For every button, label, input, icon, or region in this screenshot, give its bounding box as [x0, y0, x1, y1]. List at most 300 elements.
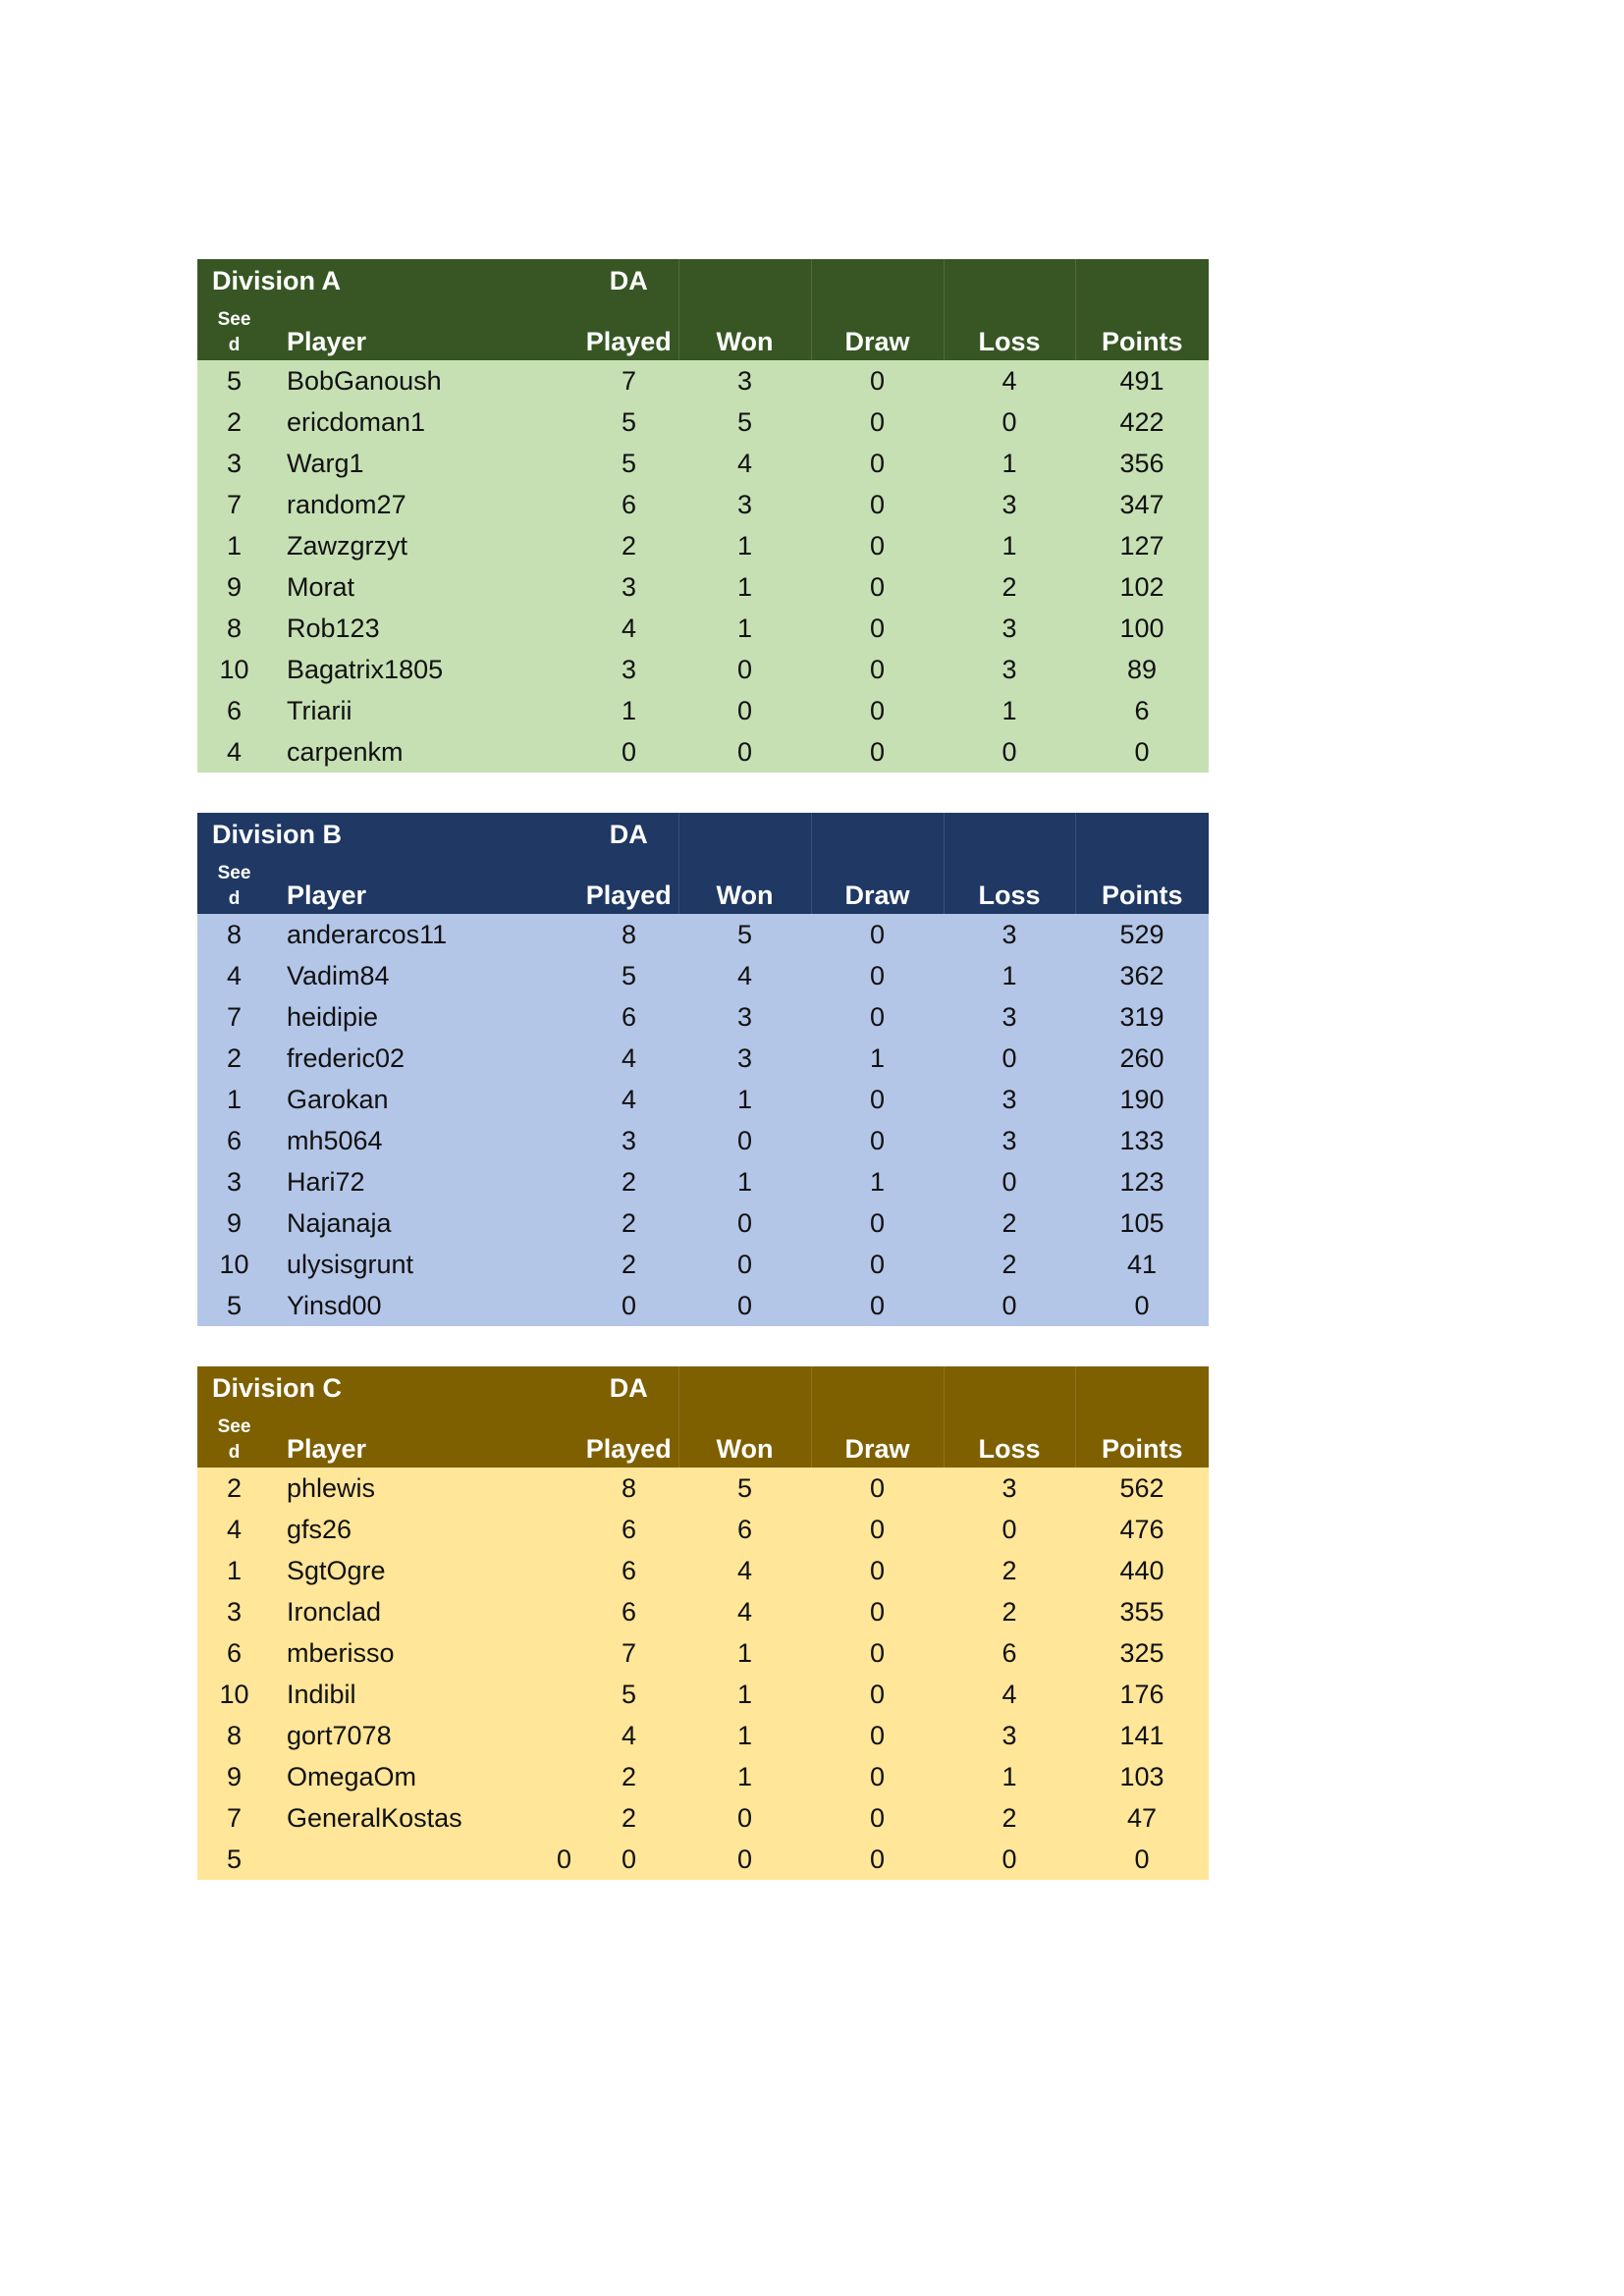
player-cell: anderarcos11 [271, 914, 487, 955]
draw-cell: 0 [811, 608, 944, 649]
played-header: Played [579, 303, 678, 360]
da-label: DA [579, 1366, 678, 1411]
table-row [197, 731, 1209, 773]
points-cell: 41 [1075, 1244, 1209, 1285]
loss-cell: 1 [944, 955, 1075, 996]
points-cell: 356 [1075, 443, 1209, 484]
loss-cell: 3 [944, 1468, 1075, 1509]
played-cell: 0 [579, 1285, 678, 1326]
player-cell: Ironclad [271, 1591, 487, 1632]
da-label: DA [579, 259, 678, 303]
seed-cell: 8 [197, 1715, 271, 1756]
loss-cell: 1 [944, 1756, 1075, 1797]
won-header: Won [678, 1411, 811, 1468]
player-cell: heidipie [271, 996, 487, 1038]
draw-cell: 0 [811, 566, 944, 608]
player-cell: Bagatrix1805 [271, 649, 487, 690]
points-cell: 440 [1075, 1550, 1209, 1591]
player-cell: Indibil [271, 1674, 487, 1715]
played-cell: 3 [579, 566, 678, 608]
played-cell: 6 [579, 1509, 678, 1550]
won-cell: 1 [678, 1079, 811, 1120]
won-header: Won [678, 303, 811, 360]
points-cell: 529 [1075, 914, 1209, 955]
loss-cell: 1 [944, 690, 1075, 731]
extra-cell [487, 1120, 579, 1161]
seed-cell: 3 [197, 1591, 271, 1632]
played-cell: 8 [579, 914, 678, 955]
points-header: Points [1075, 303, 1209, 360]
seed-header: See d [197, 857, 271, 914]
division-title: Division B [197, 813, 579, 857]
loss-cell: 0 [944, 731, 1075, 773]
points-cell: 141 [1075, 1715, 1209, 1756]
table-row [197, 401, 1209, 443]
loss-cell: 3 [944, 608, 1075, 649]
extra-cell [487, 1244, 579, 1285]
won-cell: 0 [678, 1839, 811, 1880]
extra-cell [487, 1715, 579, 1756]
extra-cell [487, 731, 579, 773]
extra-cell [487, 1797, 579, 1839]
division-title: Division C [197, 1366, 579, 1411]
seed-cell: 3 [197, 443, 271, 484]
seed-header: See d [197, 303, 271, 360]
table-row [197, 1632, 1209, 1674]
played-cell: 6 [579, 484, 678, 525]
draw-cell: 0 [811, 1509, 944, 1550]
points-cell: 0 [1075, 1285, 1209, 1326]
seed-header: See d [197, 1411, 271, 1468]
won-cell: 0 [678, 1120, 811, 1161]
player-cell: mberisso [271, 1632, 487, 1674]
won-cell: 4 [678, 1591, 811, 1632]
played-cell: 5 [579, 1674, 678, 1715]
extra-cell [487, 1038, 579, 1079]
extra-cell [487, 1285, 579, 1326]
extra-cell [487, 1468, 579, 1509]
player-cell [271, 1839, 487, 1880]
won-cell: 0 [678, 1244, 811, 1285]
seed-cell: 4 [197, 731, 271, 773]
points-cell: 355 [1075, 1591, 1209, 1632]
table-row [197, 443, 1209, 484]
played-cell: 2 [579, 1161, 678, 1202]
points-cell: 133 [1075, 1120, 1209, 1161]
seed-cell: 8 [197, 914, 271, 955]
won-cell: 3 [678, 1038, 811, 1079]
loss-cell: 3 [944, 1079, 1075, 1120]
table-row [197, 690, 1209, 731]
extra-cell [487, 360, 579, 401]
played-cell: 4 [579, 1715, 678, 1756]
played-cell: 2 [579, 1797, 678, 1839]
table-row [197, 1550, 1209, 1591]
loss-cell: 3 [944, 996, 1075, 1038]
seed-cell: 7 [197, 996, 271, 1038]
player-cell: Najanaja [271, 1202, 487, 1244]
player-cell: random27 [271, 484, 487, 525]
won-cell: 4 [678, 955, 811, 996]
won-cell: 3 [678, 484, 811, 525]
extra-cell [487, 1756, 579, 1797]
player-cell: ericdoman1 [271, 401, 487, 443]
draw-cell: 0 [811, 731, 944, 773]
won-cell: 0 [678, 731, 811, 773]
extra-cell [487, 484, 579, 525]
table-row [197, 360, 1209, 401]
player-cell: GeneralKostas [271, 1797, 487, 1839]
won-header: Won [678, 857, 811, 914]
loss-header: Loss [944, 857, 1075, 914]
draw-cell: 0 [811, 1120, 944, 1161]
loss-cell: 0 [944, 1509, 1075, 1550]
extra-cell [487, 608, 579, 649]
played-cell: 0 [579, 1839, 678, 1880]
seed-cell: 3 [197, 1161, 271, 1202]
division-c [197, 1366, 1209, 1880]
points-cell: 422 [1075, 401, 1209, 443]
won-cell: 3 [678, 996, 811, 1038]
won-cell: 0 [678, 649, 811, 690]
extra-cell [487, 1632, 579, 1674]
won-cell: 6 [678, 1509, 811, 1550]
player-cell: mh5064 [271, 1120, 487, 1161]
player-header: Player [271, 303, 487, 360]
draw-cell: 0 [811, 1468, 944, 1509]
loss-cell: 2 [944, 1797, 1075, 1839]
played-cell: 4 [579, 1079, 678, 1120]
played-cell: 2 [579, 525, 678, 566]
player-cell: Rob123 [271, 608, 487, 649]
points-cell: 347 [1075, 484, 1209, 525]
seed-cell: 2 [197, 1038, 271, 1079]
extra-cell [487, 1674, 579, 1715]
won-cell: 5 [678, 914, 811, 955]
points-cell: 103 [1075, 1756, 1209, 1797]
played-cell: 2 [579, 1202, 678, 1244]
extra-cell [487, 401, 579, 443]
points-cell: 127 [1075, 525, 1209, 566]
table-row [197, 996, 1209, 1038]
draw-cell: 0 [811, 1839, 944, 1880]
extra-cell [487, 914, 579, 955]
seed-cell: 1 [197, 1079, 271, 1120]
draw-cell: 0 [811, 484, 944, 525]
extra-cell [487, 690, 579, 731]
seed-cell: 6 [197, 690, 271, 731]
seed-cell: 7 [197, 484, 271, 525]
played-cell: 6 [579, 996, 678, 1038]
loss-cell: 0 [944, 1038, 1075, 1079]
won-cell: 0 [678, 690, 811, 731]
player-header: Player [271, 1411, 487, 1468]
loss-cell: 0 [944, 1839, 1075, 1880]
table-row [197, 1202, 1209, 1244]
player-cell: BobGanoush [271, 360, 487, 401]
draw-cell: 0 [811, 525, 944, 566]
loss-cell: 3 [944, 649, 1075, 690]
standings-table [197, 259, 1209, 773]
points-cell: 491 [1075, 360, 1209, 401]
seed-cell: 4 [197, 1509, 271, 1550]
draw-cell: 1 [811, 1161, 944, 1202]
player-cell: Warg1 [271, 443, 487, 484]
player-cell: Morat [271, 566, 487, 608]
draw-cell: 0 [811, 1632, 944, 1674]
player-cell: OmegaOm [271, 1756, 487, 1797]
played-cell: 4 [579, 1038, 678, 1079]
seed-cell: 5 [197, 1839, 271, 1880]
extra-cell [487, 1550, 579, 1591]
player-cell: phlewis [271, 1468, 487, 1509]
seed-cell: 9 [197, 1202, 271, 1244]
player-cell: Garokan [271, 1079, 487, 1120]
table-row [197, 1079, 1209, 1120]
points-header: Points [1075, 1411, 1209, 1468]
seed-cell: 10 [197, 1244, 271, 1285]
seed-cell: 2 [197, 401, 271, 443]
won-cell: 1 [678, 608, 811, 649]
loss-cell: 2 [944, 1202, 1075, 1244]
loss-header: Loss [944, 1411, 1075, 1468]
points-header: Points [1075, 857, 1209, 914]
seed-cell: 6 [197, 1632, 271, 1674]
draw-cell: 0 [811, 1550, 944, 1591]
draw-header: Draw [811, 857, 944, 914]
loss-cell: 0 [944, 401, 1075, 443]
draw-cell: 0 [811, 1797, 944, 1839]
draw-cell: 0 [811, 360, 944, 401]
table-row [197, 1839, 1209, 1880]
played-cell: 7 [579, 1632, 678, 1674]
table-row [197, 1715, 1209, 1756]
draw-cell: 0 [811, 1756, 944, 1797]
seed-cell: 8 [197, 608, 271, 649]
loss-cell: 3 [944, 484, 1075, 525]
loss-cell: 2 [944, 1244, 1075, 1285]
seed-cell: 9 [197, 1756, 271, 1797]
played-cell: 5 [579, 955, 678, 996]
extra-cell [487, 443, 579, 484]
table-row [197, 525, 1209, 566]
loss-cell: 4 [944, 1674, 1075, 1715]
standings-table [197, 813, 1209, 1326]
table-row [197, 1468, 1209, 1509]
table-row [197, 608, 1209, 649]
points-cell: 362 [1075, 955, 1209, 996]
draw-cell: 0 [811, 401, 944, 443]
extra-cell [487, 1591, 579, 1632]
draw-cell: 0 [811, 914, 944, 955]
player-cell: Yinsd00 [271, 1285, 487, 1326]
seed-cell: 5 [197, 1285, 271, 1326]
draw-cell: 0 [811, 1285, 944, 1326]
points-cell: 0 [1075, 731, 1209, 773]
extra-cell [487, 1161, 579, 1202]
draw-cell: 0 [811, 1079, 944, 1120]
player-cell: SgtOgre [271, 1550, 487, 1591]
table-row [197, 1285, 1209, 1326]
points-cell: 100 [1075, 608, 1209, 649]
played-cell: 3 [579, 1120, 678, 1161]
loss-cell: 1 [944, 443, 1075, 484]
extra-cell [487, 996, 579, 1038]
played-cell: 2 [579, 1756, 678, 1797]
points-cell: 105 [1075, 1202, 1209, 1244]
loss-cell: 2 [944, 1550, 1075, 1591]
table-row [197, 1120, 1209, 1161]
played-header: Played [579, 1411, 678, 1468]
played-cell: 5 [579, 401, 678, 443]
player-cell: Vadim84 [271, 955, 487, 996]
draw-cell: 1 [811, 1038, 944, 1079]
won-cell: 5 [678, 401, 811, 443]
won-cell: 4 [678, 1550, 811, 1591]
won-cell: 5 [678, 1468, 811, 1509]
seed-cell: 1 [197, 525, 271, 566]
table-row [197, 1161, 1209, 1202]
won-cell: 1 [678, 525, 811, 566]
points-cell: 102 [1075, 566, 1209, 608]
loss-header: Loss [944, 303, 1075, 360]
seed-cell: 9 [197, 566, 271, 608]
draw-cell: 0 [811, 996, 944, 1038]
table-row [197, 955, 1209, 996]
points-cell: 123 [1075, 1161, 1209, 1202]
draw-cell: 0 [811, 1591, 944, 1632]
table-row [197, 649, 1209, 690]
table-row [197, 1509, 1209, 1550]
won-cell: 4 [678, 443, 811, 484]
won-cell: 1 [678, 1161, 811, 1202]
player-cell: frederic02 [271, 1038, 487, 1079]
table-row [197, 1756, 1209, 1797]
loss-cell: 1 [944, 525, 1075, 566]
extra-cell [487, 1202, 579, 1244]
points-cell: 562 [1075, 1468, 1209, 1509]
won-cell: 1 [678, 566, 811, 608]
won-cell: 1 [678, 1715, 811, 1756]
player-cell: Zawzgrzyt [271, 525, 487, 566]
table-row [197, 1797, 1209, 1839]
won-cell: 3 [678, 360, 811, 401]
table-row [197, 566, 1209, 608]
seed-cell: 7 [197, 1797, 271, 1839]
division-title: Division A [197, 259, 579, 303]
draw-cell: 0 [811, 1674, 944, 1715]
played-cell: 5 [579, 443, 678, 484]
player-cell: gfs26 [271, 1509, 487, 1550]
seed-cell: 6 [197, 1120, 271, 1161]
played-cell: 8 [579, 1468, 678, 1509]
loss-cell: 3 [944, 1120, 1075, 1161]
seed-cell: 4 [197, 955, 271, 996]
player-cell: ulysisgrunt [271, 1244, 487, 1285]
draw-cell: 0 [811, 443, 944, 484]
extra-cell [487, 955, 579, 996]
draw-cell: 0 [811, 955, 944, 996]
won-cell: 0 [678, 1285, 811, 1326]
draw-cell: 0 [811, 649, 944, 690]
table-row [197, 1591, 1209, 1632]
played-cell: 6 [579, 1550, 678, 1591]
extra-cell [487, 566, 579, 608]
seed-cell: 5 [197, 360, 271, 401]
da-label: DA [579, 813, 678, 857]
extra-cell: 0 [487, 1839, 579, 1880]
player-cell: Triarii [271, 690, 487, 731]
draw-cell: 0 [811, 1202, 944, 1244]
loss-cell: 2 [944, 566, 1075, 608]
extra-cell [487, 649, 579, 690]
division-a [197, 259, 1209, 773]
loss-cell: 0 [944, 1161, 1075, 1202]
points-cell: 260 [1075, 1038, 1209, 1079]
played-cell: 3 [579, 649, 678, 690]
draw-header: Draw [811, 303, 944, 360]
points-cell: 319 [1075, 996, 1209, 1038]
table-row [197, 484, 1209, 525]
points-cell: 325 [1075, 1632, 1209, 1674]
points-cell: 89 [1075, 649, 1209, 690]
won-cell: 1 [678, 1674, 811, 1715]
played-cell: 4 [579, 608, 678, 649]
table-row [197, 1038, 1209, 1079]
extra-cell [487, 1509, 579, 1550]
draw-header: Draw [811, 1411, 944, 1468]
played-cell: 7 [579, 360, 678, 401]
player-header: Player [271, 857, 487, 914]
draw-cell: 0 [811, 690, 944, 731]
seed-cell: 10 [197, 1674, 271, 1715]
seed-cell: 10 [197, 649, 271, 690]
player-cell: Hari72 [271, 1161, 487, 1202]
played-header: Played [579, 857, 678, 914]
won-cell: 1 [678, 1756, 811, 1797]
won-cell: 1 [678, 1632, 811, 1674]
loss-cell: 3 [944, 1715, 1075, 1756]
draw-cell: 0 [811, 1244, 944, 1285]
loss-cell: 0 [944, 1285, 1075, 1326]
seed-cell: 2 [197, 1468, 271, 1509]
seed-cell: 1 [197, 1550, 271, 1591]
points-cell: 176 [1075, 1674, 1209, 1715]
points-cell: 190 [1075, 1079, 1209, 1120]
loss-cell: 6 [944, 1632, 1075, 1674]
draw-cell: 0 [811, 1715, 944, 1756]
loss-cell: 2 [944, 1591, 1075, 1632]
division-b [197, 813, 1209, 1326]
played-cell: 0 [579, 731, 678, 773]
extra-cell [487, 525, 579, 566]
points-cell: 47 [1075, 1797, 1209, 1839]
points-cell: 0 [1075, 1839, 1209, 1880]
played-cell: 1 [579, 690, 678, 731]
played-cell: 6 [579, 1591, 678, 1632]
loss-cell: 4 [944, 360, 1075, 401]
table-row [197, 1244, 1209, 1285]
standings-table [197, 1366, 1209, 1880]
won-cell: 0 [678, 1797, 811, 1839]
won-cell: 0 [678, 1202, 811, 1244]
player-cell: gort7078 [271, 1715, 487, 1756]
loss-cell: 3 [944, 914, 1075, 955]
points-cell: 6 [1075, 690, 1209, 731]
table-row [197, 1674, 1209, 1715]
extra-cell [487, 1079, 579, 1120]
table-row [197, 914, 1209, 955]
